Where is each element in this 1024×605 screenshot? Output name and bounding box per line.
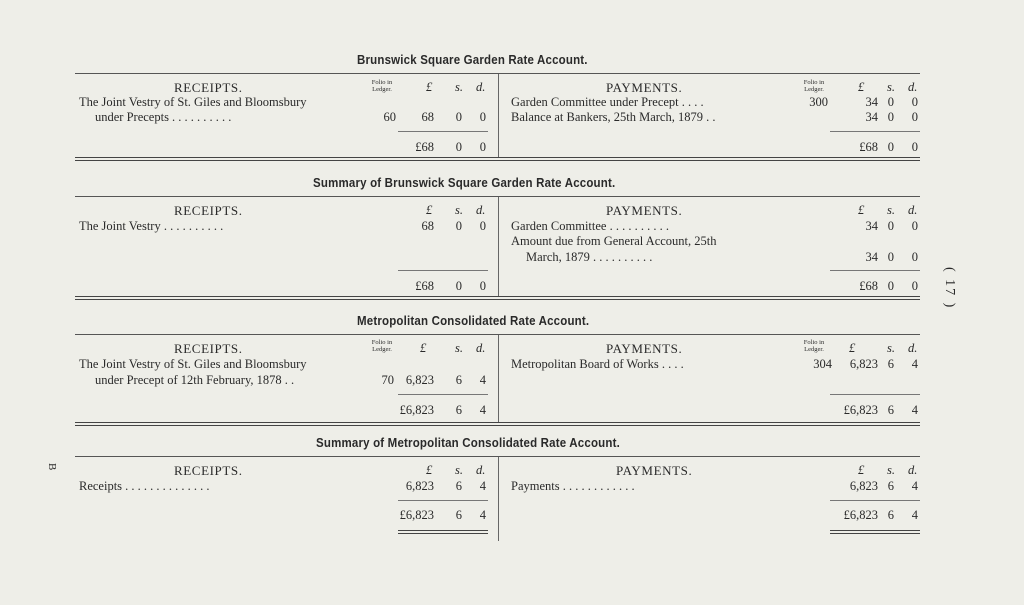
subtotal-rule <box>830 394 920 395</box>
receipts-total-shillings: 6 <box>455 403 462 417</box>
payment-description: Amount due from General Account, 25th <box>511 234 717 248</box>
section-title: Metropolitan Consolidated Rate Account. <box>357 314 590 328</box>
receipt-pence: 0 <box>479 110 486 124</box>
pence-header: d. <box>908 203 918 217</box>
payment-description: Garden Committee . . . . . . . . . . <box>511 219 669 233</box>
shillings-header: s. <box>887 463 895 477</box>
payment-shillings: 6 <box>887 479 894 493</box>
payments-header: PAYMENTS. <box>616 463 693 478</box>
shillings-header: s. <box>455 203 463 217</box>
pence-header: d. <box>476 203 486 217</box>
payment-description: Payments . . . . . . . . . . . . <box>511 479 635 493</box>
payment-pence: 4 <box>911 357 918 371</box>
section-title: Summary of Brunswick Square Garden Rate Account. <box>313 176 616 190</box>
column-divider <box>498 197 499 297</box>
receipt-folio: 60 <box>383 110 396 124</box>
subtotal-rule <box>830 270 920 271</box>
payment-pounds: 6,823 <box>849 479 878 493</box>
receipts-total-pence: 4 <box>479 508 486 522</box>
payments-total-pence: 0 <box>911 279 918 293</box>
receipts-total-pounds: £6,823 <box>399 508 434 522</box>
receipts-total-pence: 0 <box>479 279 486 293</box>
folio-header: Folio in Ledger. <box>803 339 825 353</box>
payment-pence: 0 <box>911 95 918 109</box>
payment-folio: 304 <box>813 357 832 371</box>
receipt-pounds: 6,823 <box>405 373 434 387</box>
payment-shillings: 0 <box>887 250 894 264</box>
payment-folio: 300 <box>809 95 828 109</box>
pence-header: d. <box>908 80 918 94</box>
folio-header: Folio in Ledger. <box>803 79 825 93</box>
receipts-header: RECEIPTS. <box>174 80 243 95</box>
subtotal-rule <box>830 131 920 132</box>
receipts-total-pence: 0 <box>479 140 486 154</box>
receipt-pence: 4 <box>479 479 486 493</box>
payments-total-shillings: 6 <box>887 508 894 522</box>
folio-header: Folio in Ledger. <box>371 79 393 93</box>
receipts-total-pounds: £6,823 <box>399 403 434 417</box>
final-double-rule <box>398 530 488 534</box>
payments-total-shillings: 6 <box>887 403 894 417</box>
payment-pounds: 34 <box>865 250 878 264</box>
payments-header: PAYMENTS. <box>606 80 683 95</box>
pounds-header: £ <box>426 80 433 94</box>
payment-pence: 0 <box>911 250 918 264</box>
pence-header: d. <box>908 463 918 477</box>
pence-header: d. <box>476 463 486 477</box>
shillings-header: s. <box>887 80 895 94</box>
page-number: ( 17 ) <box>942 267 957 310</box>
payments-header: PAYMENTS. <box>606 341 683 356</box>
payments-total-pence: 4 <box>911 508 918 522</box>
receipts-total-shillings: 0 <box>455 140 462 154</box>
receipt-shillings: 6 <box>455 373 462 387</box>
column-divider <box>498 74 499 158</box>
payment-description: Balance at Bankers, 25th March, 1879 . . <box>511 110 716 124</box>
payments-total-pounds: £6,823 <box>843 508 878 522</box>
receipts-header: RECEIPTS. <box>174 463 243 478</box>
pence-header: d. <box>476 341 486 355</box>
shillings-header: s. <box>887 203 895 217</box>
double-rule <box>75 422 920 426</box>
receipts-total-pounds: £68 <box>415 140 434 154</box>
receipts-header: RECEIPTS. <box>174 341 243 356</box>
payments-total-pounds: £68 <box>859 140 878 154</box>
subtotal-rule <box>830 500 920 501</box>
pounds-header: £ <box>858 203 865 217</box>
receipt-shillings: 6 <box>455 479 462 493</box>
subtotal-rule <box>398 394 488 395</box>
receipts-header: RECEIPTS. <box>174 203 243 218</box>
payments-total-shillings: 0 <box>887 140 894 154</box>
receipt-description: under Precept of 12th February, 1878 . . <box>95 373 295 387</box>
double-rule <box>75 157 920 161</box>
section-title: Brunswick Square Garden Rate Account. <box>357 53 588 67</box>
receipt-pounds: 68 <box>421 219 434 233</box>
payment-shillings: 0 <box>887 110 894 124</box>
subtotal-rule <box>398 131 488 132</box>
payments-total-pounds: £68 <box>859 279 878 293</box>
payment-pence: 0 <box>911 110 918 124</box>
pounds-header: £ <box>858 463 865 477</box>
receipt-description: Receipts . . . . . . . . . . . . . . <box>79 479 210 493</box>
receipt-description: The Joint Vestry of St. Giles and Bloomsbury <box>79 357 307 371</box>
receipt-description: The Joint Vestry of St. Giles and Bloomsbury <box>79 95 307 109</box>
pounds-header: £ <box>849 341 856 355</box>
shillings-header: s. <box>455 80 463 94</box>
pounds-header: £ <box>420 341 427 355</box>
signature-mark: B <box>46 463 58 471</box>
subtotal-rule <box>398 500 488 501</box>
payment-pounds: 34 <box>865 95 878 109</box>
payment-description: March, 1879 . . . . . . . . . . <box>526 250 653 264</box>
payment-description: Metropolitan Board of Works . . . . <box>511 357 684 371</box>
payment-shillings: 0 <box>887 219 894 233</box>
pence-header: d. <box>908 341 918 355</box>
receipt-pence: 0 <box>479 219 486 233</box>
pounds-header: £ <box>426 463 433 477</box>
receipt-description: The Joint Vestry . . . . . . . . . . <box>79 219 224 233</box>
payment-pounds: 6,823 <box>849 357 878 371</box>
receipts-total-pence: 4 <box>479 403 486 417</box>
pence-header: d. <box>476 80 486 94</box>
receipt-shillings: 0 <box>455 110 462 124</box>
double-rule <box>75 296 920 300</box>
receipts-total-pounds: £68 <box>415 279 434 293</box>
payments-total-pence: 4 <box>911 403 918 417</box>
payments-header: PAYMENTS. <box>606 203 683 218</box>
payment-pence: 0 <box>911 219 918 233</box>
column-divider <box>498 335 499 423</box>
payment-description: Garden Committee under Precept . . . . <box>511 95 704 109</box>
pounds-header: £ <box>858 80 865 94</box>
final-double-rule <box>830 530 920 534</box>
payment-shillings: 0 <box>887 95 894 109</box>
folio-header: Folio in Ledger. <box>371 339 393 353</box>
subtotal-rule <box>398 270 488 271</box>
payment-shillings: 6 <box>887 357 894 371</box>
payments-total-pounds: £6,823 <box>843 403 878 417</box>
payments-total-pence: 0 <box>911 140 918 154</box>
shillings-header: s. <box>887 341 895 355</box>
receipts-total-shillings: 6 <box>455 508 462 522</box>
pounds-header: £ <box>426 203 433 217</box>
shillings-header: s. <box>455 463 463 477</box>
shillings-header: s. <box>455 341 463 355</box>
section-title: Summary of Metropolitan Consolidated Rate Account. <box>316 436 620 450</box>
receipt-description: under Precepts . . . . . . . . . . <box>95 110 232 124</box>
receipt-shillings: 0 <box>455 219 462 233</box>
column-divider <box>498 457 499 541</box>
receipt-folio: 70 <box>381 373 394 387</box>
payments-total-shillings: 0 <box>887 279 894 293</box>
payment-pounds: 34 <box>865 219 878 233</box>
payment-pence: 4 <box>911 479 918 493</box>
receipt-pounds: 6,823 <box>405 479 434 493</box>
receipts-total-shillings: 0 <box>455 279 462 293</box>
payment-pounds: 34 <box>865 110 878 124</box>
receipt-pence: 4 <box>479 373 486 387</box>
receipt-pounds: 68 <box>421 110 434 124</box>
